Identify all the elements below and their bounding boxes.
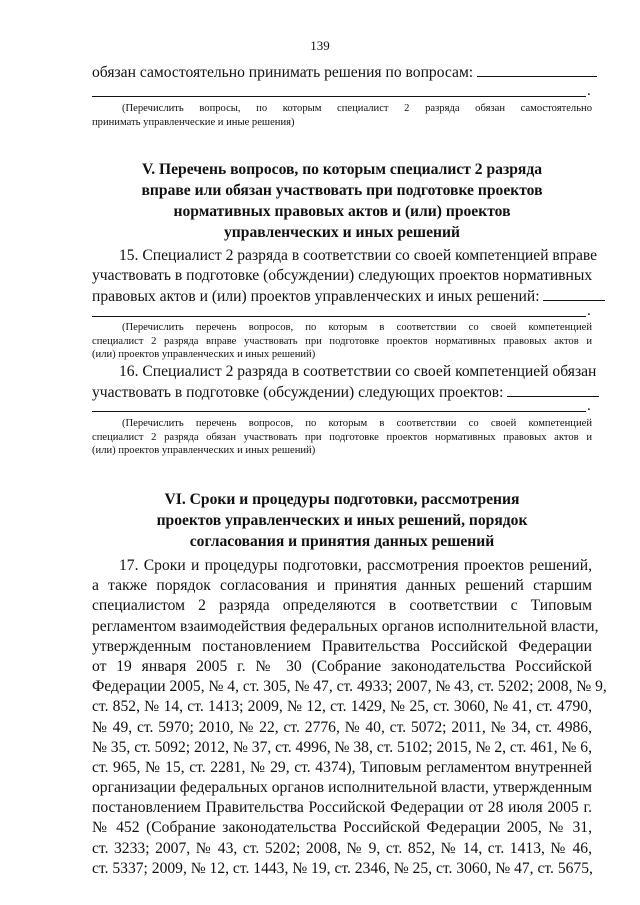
paragraph-line: № 35, ст. 5092; 2012, № 37, ст. 4996, № 38, ст. 5102; 2015, № 2, ст. 461, № 6, <box>92 738 592 756</box>
paragraph-line: 17. Сроки и процедуры подготовки, рассмотрения проектов решений, <box>119 557 592 574</box>
note-line: (или) проектов управленческих и иных решений) <box>92 445 316 456</box>
paragraph-line: регламентом взаимодействия федеральных органов исполнительной власти, <box>92 617 599 635</box>
paragraph-line: 16. Специалист 2 разряда в соответствии со своей компетенцией обязан <box>119 363 597 380</box>
paragraph-line: ст. 3233; 2007, № 43, ст. 5202; 2008, № 9, ст. 852, № 14, ст. 1413, № 46, <box>92 839 592 857</box>
heading-line: V. Перечень вопросов, по которым специалист 2 разряда <box>141 161 543 178</box>
paragraph-16 <box>92 362 597 402</box>
paragraph-line: 15. Специалист 2 разряда в соответствии со своей компетенцией вправе <box>119 247 598 264</box>
top-line-text: обязан самостоятельно принимать решения по вопросам: <box>92 64 474 81</box>
paragraph-line: ст. 965, № 15, ст. 2281, № 29, ст. 4374), Типовым регламентом внутренней <box>92 758 592 776</box>
note-line: принимать управленческие и иные решения) <box>92 116 295 128</box>
paragraph-line: специалистом 2 разряда определяются в соответствии с Типовым <box>92 597 592 615</box>
note-line: (или) проектов управленческих и иных решений) <box>92 349 316 360</box>
paragraph-line: участвовать в подготовке (обсуждении) следующих проектов нормативных <box>92 267 593 285</box>
paragraph-line: ст. 852, № 14, ст. 1413; 2009, № 12, ст. 1429, № 25, ст. 3060, № 41, ст. 4790, <box>92 698 592 716</box>
paragraph-line: а также порядок согласования и принятия данных решений старшим <box>92 577 592 595</box>
paragraph-line: утвержденным постановлением Правительства Российской Федерации <box>92 637 592 655</box>
paragraph-line: организации федеральных органов исполнительной власти, утвержденным <box>92 779 592 797</box>
paragraph-line: правовых актов и (или) проектов управленческих и иных решений: <box>92 288 540 306</box>
paragraph-line: № 452 (Собрание законодательства Российской Федерации 2005, № 31, <box>92 819 592 837</box>
top-line <box>92 62 592 83</box>
paragraph-line: Федерации 2005, № 4, ст. 305, № 47, ст. 4933; 2007, № 43, ст. 5202; 2008, № 9, <box>92 678 607 696</box>
heading-line: проектов управленческих и иных решений, порядок <box>156 512 528 529</box>
paragraph-line: участвовать в подготовке (обсуждении) следующих проектов: <box>92 384 504 402</box>
note-line: (Перечислить вопросы, по которым специалист 2 разряда обязан самостоятельно <box>122 103 592 114</box>
heading-line: нормативных правовых актов и (или) проектов <box>173 203 511 220</box>
blank-rule <box>92 316 586 317</box>
blank-rule <box>92 96 586 97</box>
paragraph-line: ст. 5337; 2009, № 12, ст. 1443, № 19, ст. 2346, № 25, ст. 3060, № 47, ст. 5675, <box>92 859 593 877</box>
section-5-heading <box>92 159 592 243</box>
paragraph-line-last <box>92 382 592 402</box>
rule-period: . <box>587 303 591 319</box>
blank-rule <box>92 411 586 412</box>
paragraph-15 <box>92 246 598 307</box>
note-16 <box>92 417 592 458</box>
rule-period: . <box>587 398 591 414</box>
paragraph-line-last <box>92 286 592 306</box>
heading-line: вправе или обязан участвовать при подготовке проектов <box>141 182 543 199</box>
section-6-heading <box>92 489 592 552</box>
note-line: специалист 2 разряда вправе участвовать при подготовке проектов нормативных правовых актов и <box>92 335 592 347</box>
paragraph-17 <box>92 556 607 879</box>
heading-line: согласования и принятия данных решений <box>189 533 495 550</box>
note-line: специалист 2 разряда обязан участвовать при подготовке проектов нормативных правовых актов и <box>92 431 592 443</box>
heading-line: VI. Сроки и процедуры подготовки, рассмотрения <box>164 491 520 508</box>
paragraph-line: № 49, ст. 5970; 2010, № 22, ст. 2776, № 40, ст. 5072; 2011, № 34, ст. 4986, <box>92 718 592 736</box>
heading-line: управленческих и иных решений <box>224 224 460 241</box>
note-line: (Перечислить перечень вопросов, по которым в соответствии со своей компетенцией <box>122 322 592 333</box>
note-line: (Перечислить перечень вопросов, по которым в соответствии со своей компетенцией <box>122 418 592 429</box>
blank-line <box>543 286 605 301</box>
paragraph-line: постановлением Правительства Российской Федерации от 28 июля 2005 г. <box>92 799 592 817</box>
top-note <box>92 102 592 129</box>
rule-period: . <box>587 83 591 99</box>
blank-line <box>507 382 599 397</box>
blank-line <box>477 62 597 77</box>
note-15 <box>92 321 592 362</box>
page-number: 139 <box>310 38 330 53</box>
paragraph-line: от 19 января 2005 г. № 30 (Собрание законодательства Российской <box>92 657 592 675</box>
